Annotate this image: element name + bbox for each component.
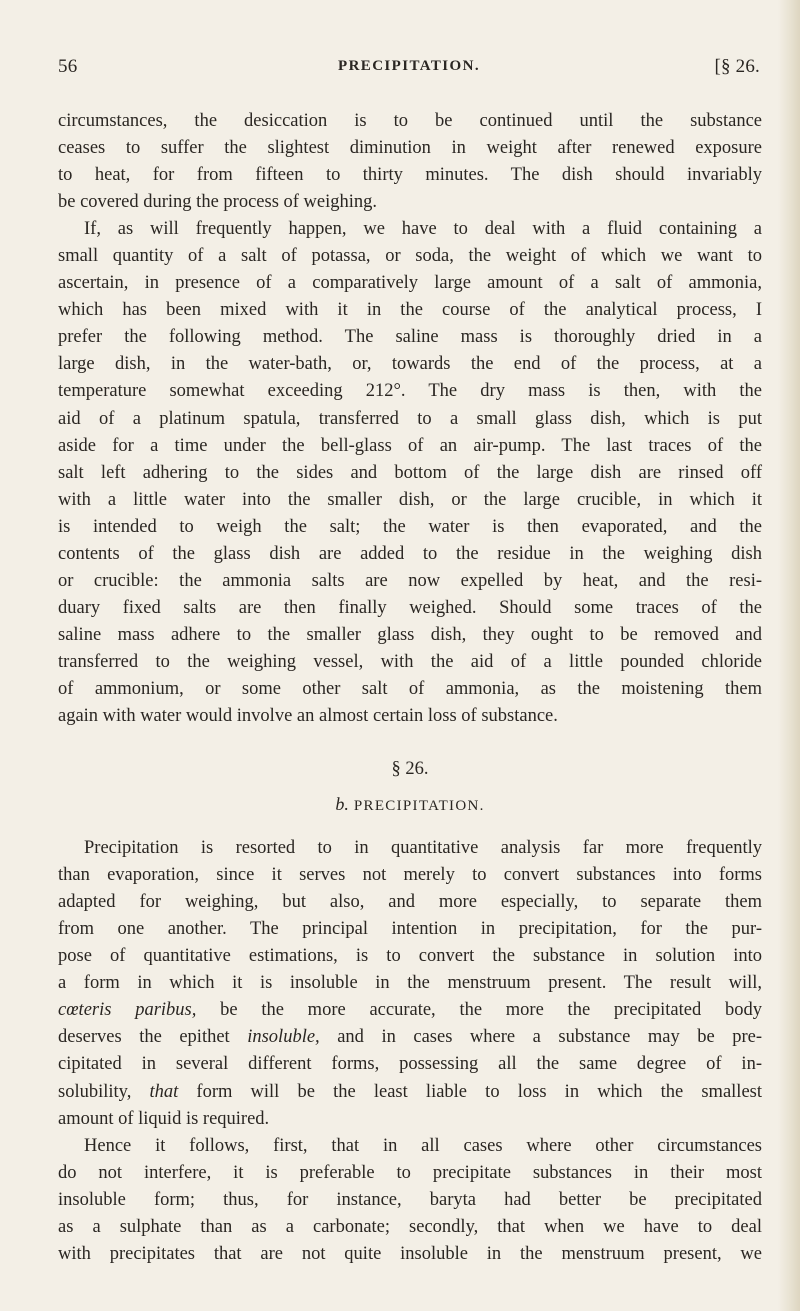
text-line: large dish, in the water-bath, or, towards the end of the process, at a [58,354,762,375]
page-edge-shadow [778,0,800,1311]
text-line: aside for a time under the bell-glass of an air-pump. The last traces of the [58,435,762,456]
text-line: contents of the glass dish are added to the residue in the weighing dish [58,543,762,564]
text-line: temperature somewhat exceeding 212°. The dry mass is then, with the [58,381,762,402]
text-line [58,1079,762,1106]
text-line [58,997,762,1024]
page-number: 56 [58,56,78,77]
italic-phrase: cœteris paribus, [58,1000,197,1021]
paragraph-potassa-soda-method [58,216,762,730]
text-run: be the more accurate, the more the precipitated body [196,1000,762,1021]
text-line: circumstances, the desiccation is to be continued until the substance [58,111,762,131]
text-run: solubility, [58,1081,150,1102]
text-line: do not interfere, it is preferable to precipitate substances in their most [58,1162,762,1183]
text-line: again with water would involve an almost certain loss of substance. [58,706,558,727]
text-line: of ammonium, or some other salt of ammonia, as the moistening them [58,678,762,699]
italic-phrase: insoluble, [247,1027,320,1048]
text-line: Hence it follows, first, that in all cases where other circumstances [84,1135,762,1156]
text-line: insoluble form; thus, for instance, baryta had better be precipitated [58,1189,762,1210]
text-line: duary fixed salts are then finally weighed. Should some traces of the [58,597,762,618]
section-title-text: PRECIPITATION. [353,798,485,815]
text-run: deserves the epithet [58,1027,248,1048]
text-run: form will be the least liable to loss in which the smallest [178,1081,762,1102]
section-reference: [§ 26. [714,56,760,77]
running-title: PRECIPITATION. [338,58,480,74]
text-line: small quantity of a salt of potassa, or soda, the weight of which we want to [58,246,762,267]
text-line: which has been mixed with it in the course of the analytical process, I [58,300,762,321]
section-number: § 26. [391,759,429,780]
text-line: as a sulphate than as a carbonate; secondly, that when we have to deal [58,1216,762,1237]
text-line: a form in which it is insoluble in the menstruum present. The result will, [58,973,762,994]
text-line: pose of quantitative estimations, is to convert the substance in solution into [58,946,762,967]
text-line: cipitated in several different forms, possessing all the same degree of in- [58,1054,762,1075]
text-line: saline mass adhere to the smaller glass dish, they ought to be removed and [58,624,762,645]
section-title [58,791,762,818]
text-line: salt left adhering to the sides and bottom of the large dish are rinsed off [58,462,762,483]
text-line: from one another. The principal intention in precipitation, for the pur- [58,919,762,940]
text-line: adapted for weighing, but also, and more especially, to separate them [58,892,762,913]
text-line: transferred to the weighing vessel, with the aid of a little pounded chloride [58,651,762,672]
text-line: is intended to weigh the salt; the water is then evaporated, and the [58,516,762,537]
text-line: prefer the following method. The saline mass is thoroughly dried in a [58,327,762,348]
paragraph-precipitation-intro [58,835,762,1133]
text-line: be covered during the process of weighing. [58,192,378,213]
text-line: or crucible: the ammonia salts are now expelled by heat, and the resi- [58,570,762,591]
text-line: to heat, for from fifteen to thirty minutes. The dish should invariably [58,165,762,186]
italic-phrase: that [149,1081,179,1102]
paragraph-desiccation-end [58,108,762,216]
page-header [58,56,760,86]
text-run: and in cases where a substance may be pre- [319,1027,762,1048]
text-line: amount of liquid is required. [58,1108,270,1129]
paragraph-hence-it-follows [58,1133,762,1268]
text-line [58,1024,762,1051]
section-letter: b. [335,794,349,815]
text-line: with precipitates that are not quite insoluble in the menstruum present, we [58,1243,762,1264]
text-line: with a little water into the smaller dish, or the large crucible, in which it [58,489,762,510]
text-line: aid of a platinum spatula, transferred to a small glass dish, which is put [58,408,762,429]
text-line: ceases to suffer the slightest diminution in weight after renewed exposure [58,138,762,159]
text-line: Precipitation is resorted to in quantitative analysis far more frequently [84,838,762,859]
text-line: If, as will frequently happen, we have to deal with a fluid containing a [84,219,762,240]
text-line: than evaporation, since it serves not merely to convert substances into forms [58,865,762,886]
text-line: ascertain, in presence of a comparatively large amount of a salt of ammonia, [58,273,762,294]
body-text [58,108,762,1268]
